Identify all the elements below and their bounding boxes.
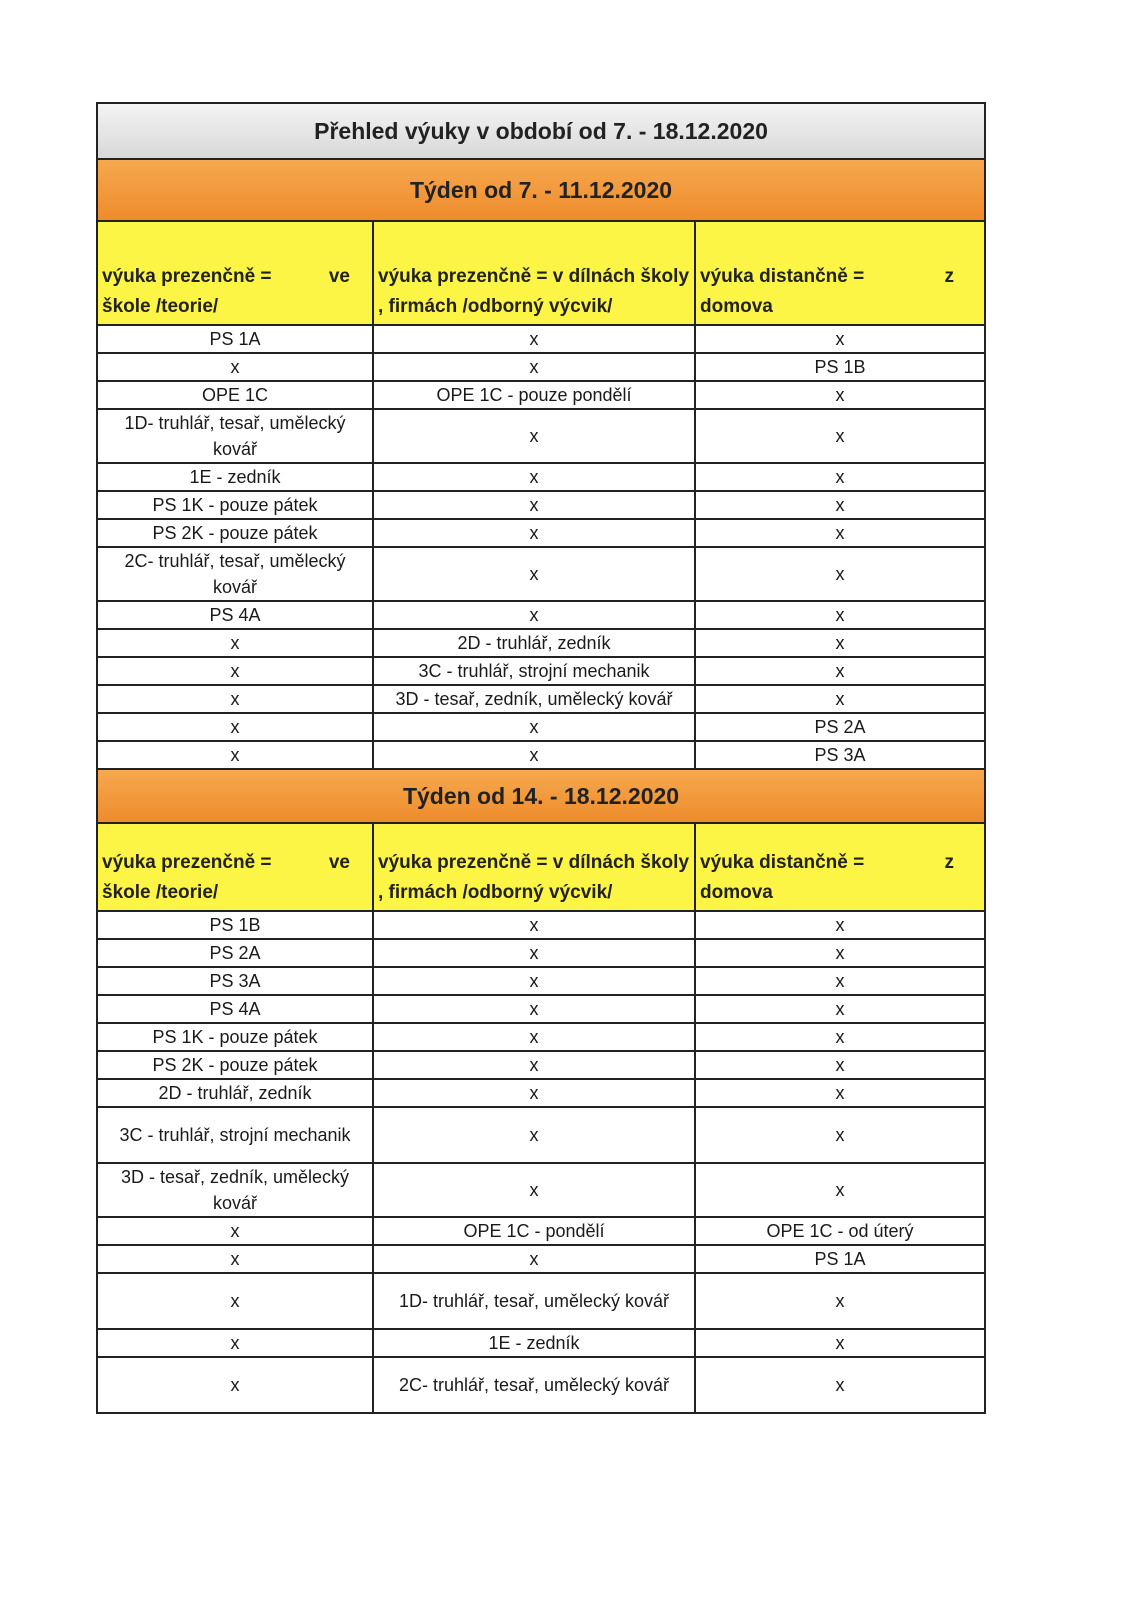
table-row (97, 995, 985, 1023)
table-row (97, 741, 985, 769)
cell-distance: PS 1B (695, 353, 985, 381)
cell-workshop: x (373, 353, 695, 381)
table-row (97, 1273, 985, 1329)
cell-distance: x (695, 911, 985, 939)
column-header-distance-line2: domova (700, 296, 773, 317)
cell-school: x (97, 657, 373, 685)
page-title: Přehled výuky v období od 7. - 18.12.2020 (97, 103, 985, 159)
table-row (97, 911, 985, 939)
column-header-school-line2: škole /teorie/ (102, 882, 219, 903)
cell-school: x (97, 629, 373, 657)
cell-school: PS 1K - pouze pátek (97, 1023, 373, 1051)
cell-school: x (97, 1357, 373, 1413)
cell-school: 2D - truhlář, zedník (97, 1079, 373, 1107)
cell-workshop: x (373, 1107, 695, 1163)
week2-label: Týden od 14. - 18.12.2020 (97, 769, 985, 823)
cell-school: 3C - truhlář, strojní mechanik (97, 1107, 373, 1163)
column-header-workshop (373, 221, 695, 325)
column-header-workshop-line2: , firmách /odborný výcvik/ (378, 296, 613, 317)
column-header-school-line1: výuka prezenčně = (102, 852, 272, 873)
table-row (97, 629, 985, 657)
cell-workshop: x (373, 547, 695, 601)
cell-workshop: x (373, 1163, 695, 1217)
cell-school: x (97, 685, 373, 713)
week2-column-headers (97, 823, 985, 911)
table-row (97, 1079, 985, 1107)
table-row (97, 1329, 985, 1357)
cell-distance: x (695, 1357, 985, 1413)
table-row (97, 657, 985, 685)
cell-workshop: x (373, 325, 695, 353)
column-header-distance (695, 221, 985, 325)
cell-distance: x (695, 629, 985, 657)
cell-school: x (97, 1245, 373, 1273)
cell-workshop: x (373, 1051, 695, 1079)
cell-workshop: x (373, 409, 695, 463)
table-row (97, 1245, 985, 1273)
cell-school (97, 547, 373, 601)
week1-header-row (97, 159, 985, 221)
table-row (97, 1051, 985, 1079)
cell-school: PS 2K - pouze pátek (97, 1051, 373, 1079)
table-row (97, 713, 985, 741)
table-row (97, 601, 985, 629)
table-row (97, 463, 985, 491)
cell-school (97, 409, 373, 463)
title-row (97, 103, 985, 159)
cell-distance: x (695, 491, 985, 519)
cell-distance: x (695, 381, 985, 409)
cell-workshop: 3C - truhlář, strojní mechanik (373, 657, 695, 685)
cell-school: PS 1A (97, 325, 373, 353)
week2-header-row (97, 769, 985, 823)
table-row (97, 1217, 985, 1245)
schedule-table (96, 102, 986, 1414)
column-header-workshop-line1: výuka prezenčně = v dílnách školy (378, 852, 690, 873)
cell-workshop: x (373, 967, 695, 995)
cell-school: PS 1K - pouze pátek (97, 491, 373, 519)
column-header-workshop (373, 823, 695, 911)
column-header-school-line1-tail: ve (328, 266, 350, 287)
column-header-distance (695, 823, 985, 911)
table-row (97, 1023, 985, 1051)
cell-distance: x (695, 1079, 985, 1107)
cell-workshop: 2C- truhlář, tesař, umělecký kovář (373, 1357, 695, 1413)
cell-distance: x (695, 1163, 985, 1217)
cell-school: x (97, 1273, 373, 1329)
cell-workshop: x (373, 911, 695, 939)
cell-distance: x (695, 1107, 985, 1163)
column-header-school-line1-tail: ve (328, 852, 350, 873)
table-row (97, 409, 985, 463)
cell-distance: x (695, 409, 985, 463)
schedule-sheet (96, 102, 984, 1414)
table-row (97, 353, 985, 381)
cell-workshop: x (373, 491, 695, 519)
cell-school: PS 4A (97, 601, 373, 629)
cell-school: 1E - zedník (97, 463, 373, 491)
cell-school-text: 3D - tesař, zedník, umělecký kovář (120, 1167, 350, 1213)
cell-workshop: 1D- truhlář, tesař, umělecký kovář (373, 1273, 695, 1329)
cell-school: x (97, 1329, 373, 1357)
column-header-distance-line1: výuka distančně = (700, 852, 865, 873)
cell-distance: x (695, 995, 985, 1023)
cell-distance: PS 2A (695, 713, 985, 741)
cell-distance: x (695, 1051, 985, 1079)
cell-school: x (97, 353, 373, 381)
cell-school: PS 4A (97, 995, 373, 1023)
cell-workshop: x (373, 1245, 695, 1273)
column-header-school (97, 221, 373, 325)
column-header-school (97, 823, 373, 911)
table-row (97, 1107, 985, 1163)
cell-distance: PS 1A (695, 1245, 985, 1273)
column-header-distance-line1-tail: z (944, 266, 955, 287)
cell-workshop: x (373, 463, 695, 491)
week1-label: Týden od 7. - 11.12.2020 (97, 159, 985, 221)
cell-distance: OPE 1C - od úterý (695, 1217, 985, 1245)
column-header-workshop-line2: , firmách /odborný výcvik/ (378, 882, 613, 903)
cell-workshop: x (373, 1079, 695, 1107)
cell-school: PS 1B (97, 911, 373, 939)
table-row (97, 939, 985, 967)
cell-workshop: x (373, 713, 695, 741)
table-row (97, 519, 985, 547)
cell-school: x (97, 713, 373, 741)
cell-workshop: x (373, 601, 695, 629)
cell-workshop: 2D - truhlář, zedník (373, 629, 695, 657)
cell-school (97, 1163, 373, 1217)
table-row (97, 491, 985, 519)
table-row (97, 381, 985, 409)
cell-distance: x (695, 967, 985, 995)
cell-school-text: 2C- truhlář, tesař, umělecký kovář (124, 551, 346, 597)
table-row (97, 967, 985, 995)
column-header-distance-line2: domova (700, 882, 773, 903)
column-header-workshop-line1: výuka prezenčně = v dílnách školy (378, 266, 690, 287)
cell-workshop: 1E - zedník (373, 1329, 695, 1357)
cell-distance: x (695, 601, 985, 629)
cell-school-text: 1D- truhlář, tesař, umělecký kovář (124, 413, 346, 459)
cell-distance: x (695, 519, 985, 547)
cell-workshop: x (373, 995, 695, 1023)
table-row (97, 1163, 985, 1217)
cell-workshop: OPE 1C - pouze pondělí (373, 381, 695, 409)
cell-workshop: x (373, 741, 695, 769)
column-header-distance-line1: výuka distančně = (700, 266, 865, 287)
column-header-school-line2: škole /teorie/ (102, 296, 219, 317)
cell-distance: x (695, 547, 985, 601)
table-row (97, 685, 985, 713)
table-row (97, 547, 985, 601)
cell-distance: PS 3A (695, 741, 985, 769)
cell-workshop: OPE 1C - pondělí (373, 1217, 695, 1245)
cell-workshop: x (373, 939, 695, 967)
cell-distance: x (695, 685, 985, 713)
cell-school: x (97, 741, 373, 769)
cell-distance: x (695, 657, 985, 685)
table-row (97, 1357, 985, 1413)
cell-school: PS 3A (97, 967, 373, 995)
column-header-school-line1: výuka prezenčně = (102, 266, 272, 287)
column-header-distance-line1-tail: z (944, 852, 955, 873)
cell-distance: x (695, 1023, 985, 1051)
week1-column-headers (97, 221, 985, 325)
cell-workshop: x (373, 1023, 695, 1051)
cell-distance: x (695, 463, 985, 491)
cell-distance: x (695, 939, 985, 967)
cell-workshop: 3D - tesař, zedník, umělecký kovář (373, 685, 695, 713)
cell-school: PS 2A (97, 939, 373, 967)
cell-distance: x (695, 1329, 985, 1357)
cell-distance: x (695, 325, 985, 353)
cell-school: PS 2K - pouze pátek (97, 519, 373, 547)
cell-workshop: x (373, 519, 695, 547)
cell-school: x (97, 1217, 373, 1245)
table-row (97, 325, 985, 353)
cell-distance: x (695, 1273, 985, 1329)
cell-school: OPE 1C (97, 381, 373, 409)
